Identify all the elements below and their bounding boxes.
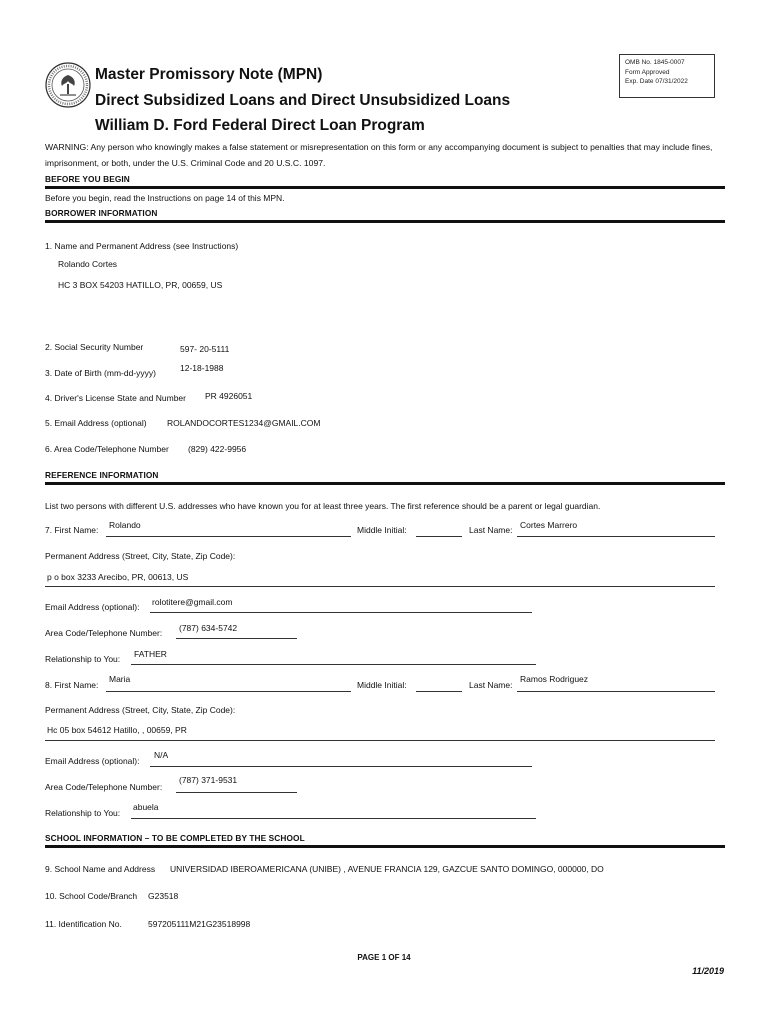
- ref2-address-line: [45, 740, 715, 741]
- form-title: Master Promissory Note (MPN): [95, 66, 323, 83]
- ref1-middle-initial-label: Middle Initial:: [357, 525, 407, 535]
- page-number: PAGE 1 OF 14: [357, 953, 411, 962]
- ref1-last-name-label: Last Name:: [469, 525, 513, 535]
- section-school-information: SCHOOL INFORMATION – TO BE COMPLETED BY THE SCHOOL: [45, 833, 305, 843]
- department-seal-icon: [45, 62, 91, 108]
- ref2-middle-initial-line[interactable]: [416, 691, 462, 692]
- before-text: Before you begin, read the Instructions on page 14 of this MPN.: [45, 193, 285, 203]
- ref2-relationship-line: [131, 818, 536, 819]
- section-divider: [45, 220, 725, 223]
- school-name-value[interactable]: UNIVERSIDAD IBEROAMERICANA (UNIBE) , AVENUE FRANCIA 129, GAZCUE SANTO DOMINGO, 000000, DO: [170, 864, 604, 874]
- ref1-phone[interactable]: (787) 634-5742: [179, 623, 238, 633]
- ref1-email-label: Email Address (optional):: [45, 602, 140, 612]
- ref1-phone-label: Area Code/Telephone Number:: [45, 628, 163, 638]
- name-address-label: 1. Name and Permanent Address (see Instructions): [45, 241, 239, 251]
- ref2-first-name[interactable]: Maria: [109, 674, 131, 684]
- dob-label: 3. Date of Birth (mm-dd-yyyy): [45, 368, 156, 378]
- ref1-phone-line: [176, 638, 297, 639]
- section-divider: [45, 186, 725, 189]
- section-before-you-begin: BEFORE YOU BEGIN: [45, 174, 130, 184]
- section-divider: [45, 482, 725, 485]
- license-label: 4. Driver's License State and Number: [45, 393, 186, 403]
- ref2-address[interactable]: Hc 05 box 54612 Hatillo, , 00659, PR: [47, 725, 187, 735]
- reference-instructions: List two persons with different U.S. addresses who have known you for at least three years. The first reference should be a parent or legal guardian.: [45, 501, 601, 511]
- identification-value[interactable]: 597205111M21G23518998: [148, 919, 251, 929]
- program-title: William D. Ford Federal Direct Loan Program: [95, 117, 425, 134]
- form-approved: Form Approved: [625, 68, 670, 76]
- ref1-relationship[interactable]: FATHER: [134, 649, 167, 659]
- ref2-last-name-line: [517, 691, 715, 692]
- section-borrower-information: BORROWER INFORMATION: [45, 208, 158, 218]
- ref1-relationship-line: [131, 664, 536, 665]
- ssn-value[interactable]: 597- 20-5111: [180, 344, 230, 354]
- ref1-middle-initial-line[interactable]: [416, 536, 462, 537]
- school-code-label: 10. School Code/Branch: [45, 891, 138, 901]
- section-reference-information: REFERENCE INFORMATION: [45, 470, 159, 480]
- ref2-address-label: Permanent Address (Street, City, State, Zip Code):: [45, 705, 236, 715]
- form-revision-date: 11/2019: [692, 966, 724, 976]
- phone-value[interactable]: (829) 422-9956: [188, 444, 247, 454]
- dob-value[interactable]: 12-18-1988: [180, 363, 224, 373]
- ref2-middle-initial-label: Middle Initial:: [357, 680, 407, 690]
- ref1-first-name[interactable]: Rolando: [109, 520, 141, 530]
- ref1-email[interactable]: rolotitere@gmail.com: [152, 597, 233, 607]
- ref2-phone[interactable]: (787) 371-9531: [179, 775, 238, 785]
- ref2-first-name-line: [106, 691, 351, 692]
- ref2-last-name-label: Last Name:: [469, 680, 513, 690]
- ref1-relationship-label: Relationship to You:: [45, 654, 121, 664]
- license-value[interactable]: PR 4926051: [205, 391, 253, 401]
- school-code-value[interactable]: G23518: [148, 891, 179, 901]
- ref2-first-name-label: 8. First Name:: [45, 680, 99, 690]
- expiration-date: Exp. Date 07/31/2022: [625, 78, 688, 85]
- identification-label: 11. Identification No.: [45, 919, 122, 929]
- ref2-last-name[interactable]: Ramos Rodriguez: [520, 674, 589, 684]
- ref2-email-label: Email Address (optional):: [45, 756, 140, 766]
- email-value[interactable]: ROLANDOCORTES1234@GMAIL.COM: [167, 418, 321, 428]
- omb-number: OMB No. 1845-0007: [625, 59, 685, 66]
- omb-box: [619, 54, 715, 98]
- ref1-last-name[interactable]: Cortes Marrero: [520, 520, 578, 530]
- ssn-label: 2. Social Security Number: [45, 342, 144, 352]
- phone-label: 6. Area Code/Telephone Number: [45, 444, 169, 454]
- ref2-relationship[interactable]: abuela: [133, 802, 159, 812]
- section-divider: [45, 845, 725, 848]
- school-name-label: 9. School Name and Address: [45, 864, 156, 874]
- ref2-phone-label: Area Code/Telephone Number:: [45, 782, 163, 792]
- ref2-relationship-label: Relationship to You:: [45, 808, 121, 818]
- ref2-email[interactable]: N/A: [154, 750, 169, 760]
- ref1-address-label: Permanent Address (Street, City, State, Zip Code):: [45, 551, 236, 561]
- ref2-email-line: [150, 766, 532, 767]
- borrower-name[interactable]: Rolando Cortes: [58, 259, 118, 269]
- ref1-email-line: [150, 612, 532, 613]
- borrower-address[interactable]: HC 3 BOX 54203 HATILLO, PR, 00659, US: [58, 280, 223, 290]
- ref1-first-name-label: 7. First Name:: [45, 525, 99, 535]
- form-subtitle: Direct Subsidized Loans and Direct Unsubsidized Loans: [95, 92, 511, 109]
- warning-text: WARNING: Any person who knowingly makes a false statement or misrepresentation on this form or any accompanying document is subject to penalties that may include fines, imprisonment, or both, under the U.S. Criminal Code and 20 U.S.C. 1097.: [45, 142, 713, 168]
- ref2-phone-line: [176, 792, 297, 793]
- ref1-address-line: [45, 586, 715, 587]
- ref1-last-name-line: [517, 536, 715, 537]
- email-label: 5. Email Address (optional): [45, 418, 147, 428]
- ref1-first-name-line: [106, 536, 351, 537]
- ref1-address[interactable]: p o box 3233 Arecibo, PR, 00613, US: [47, 572, 189, 582]
